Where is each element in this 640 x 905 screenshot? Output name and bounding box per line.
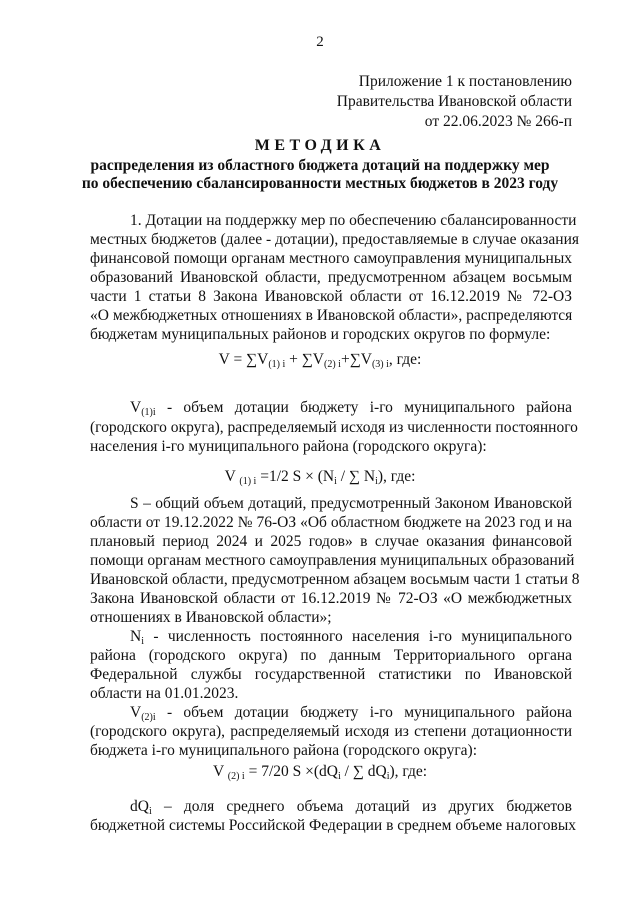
definition-line: (городского округа), распределяемый исходя из численности постоянного — [90, 419, 578, 436]
formula-v1: V $_{(1) i}$ =1/2 $S \times (N_i$ / ∑ $N_i$), где: — [224, 468, 416, 487]
appendix-line-1: Приложение 1 к постановлению — [358, 73, 572, 90]
document-subtitle-2: по обеспечению сбалансированности местных бюджетов в 2023 году — [81, 175, 559, 192]
definition-line: $dQ_i$ – доля среднего объема дотаций из других бюджетов — [130, 798, 572, 817]
definition-line: $V_{(1)i}$ - объем дотации бюджету i-го муниципального района — [130, 399, 572, 418]
definition-line: области на 01.01.2023. — [90, 685, 239, 702]
document-subtitle-1: распределения из областного бюджета дотаций на поддержку мер — [90, 157, 550, 174]
paragraph-line: «О межбюджетных отношениях в Ивановской области», распределяются — [90, 307, 573, 324]
appendix-line-3: от 22.06.2023 № 266-п — [424, 113, 572, 130]
paragraph-line: бюджетам муниципальных районов и городских округов по формуле: — [90, 326, 551, 343]
definition-line: бюджета i-го муниципального района (городского округа): — [90, 742, 478, 759]
definition-line: Закона Ивановской области от 16.12.2019 № 72-ОЗ «О межбюджетных — [90, 590, 572, 607]
paragraph-line: части 1 статьи 8 Закона Ивановской области от 16.12.2019 № 72-ОЗ — [90, 288, 572, 305]
paragraph-line: 1. Дотации на поддержку мер по обеспечению сбалансированности — [130, 212, 577, 229]
document-title: МЕТОДИКА — [254, 137, 386, 154]
definition-line: помощи органам местного самоуправления муниципальных образований — [90, 552, 575, 569]
formula-total: $V = \sum V_{(1) i} + \sum V_{(2) i}+\sum V_{(3) i}$, где: — [218, 351, 422, 370]
formula-v2: V $_{(2) i}$ = 7/20 $S \times(dQ_i$ / ∑ $dQ_i$), где: — [212, 763, 428, 782]
definition-line: бюджетной системы Российской Федерации в среднем объеме налоговых — [90, 817, 577, 834]
definition-line: $N_i$ - численность постоянного населения i-го муниципального — [130, 628, 572, 647]
definition-line: S – общий объем дотаций, предусмотренный Законом Ивановской — [130, 495, 572, 512]
definition-line: Федеральной службы государственной статистики по Ивановской — [90, 666, 572, 683]
definition-line: района (городского округа) по данным Территориального органа — [90, 647, 572, 664]
definition-line: отношениях в Ивановской области»; — [90, 609, 332, 626]
definition-line: $V_{(2)i}$ - объем дотации бюджету i-го муниципального района — [130, 704, 572, 723]
definition-line: (городского округа), распределяемый исходя из степени дотационности — [90, 723, 572, 740]
paragraph-line: образований Ивановской области, предусмотренном абзацем восьмым — [90, 269, 572, 286]
appendix-line-2: Правительства Ивановской области — [336, 93, 572, 110]
definition-line: плановый период 2024 и 2025 годов» в случае оказания финансовой — [90, 533, 572, 550]
paragraph-line: финансовой помощи органам местного самоуправления муниципальных — [90, 250, 572, 267]
definition-line: Ивановской области, предусмотренном абзацем восьмым части 1 статьи 8 — [90, 571, 580, 588]
definition-line: области от 19.12.2022 № 76-ОЗ «Об областном бюджете на 2023 год и на — [90, 514, 572, 531]
page-number: 2 — [316, 34, 324, 50]
definition-line: населения i-го муниципального района (городского округа): — [90, 438, 487, 455]
paragraph-line: местных бюджетов (далее - дотации), предоставляемые в случае оказания — [90, 231, 579, 248]
